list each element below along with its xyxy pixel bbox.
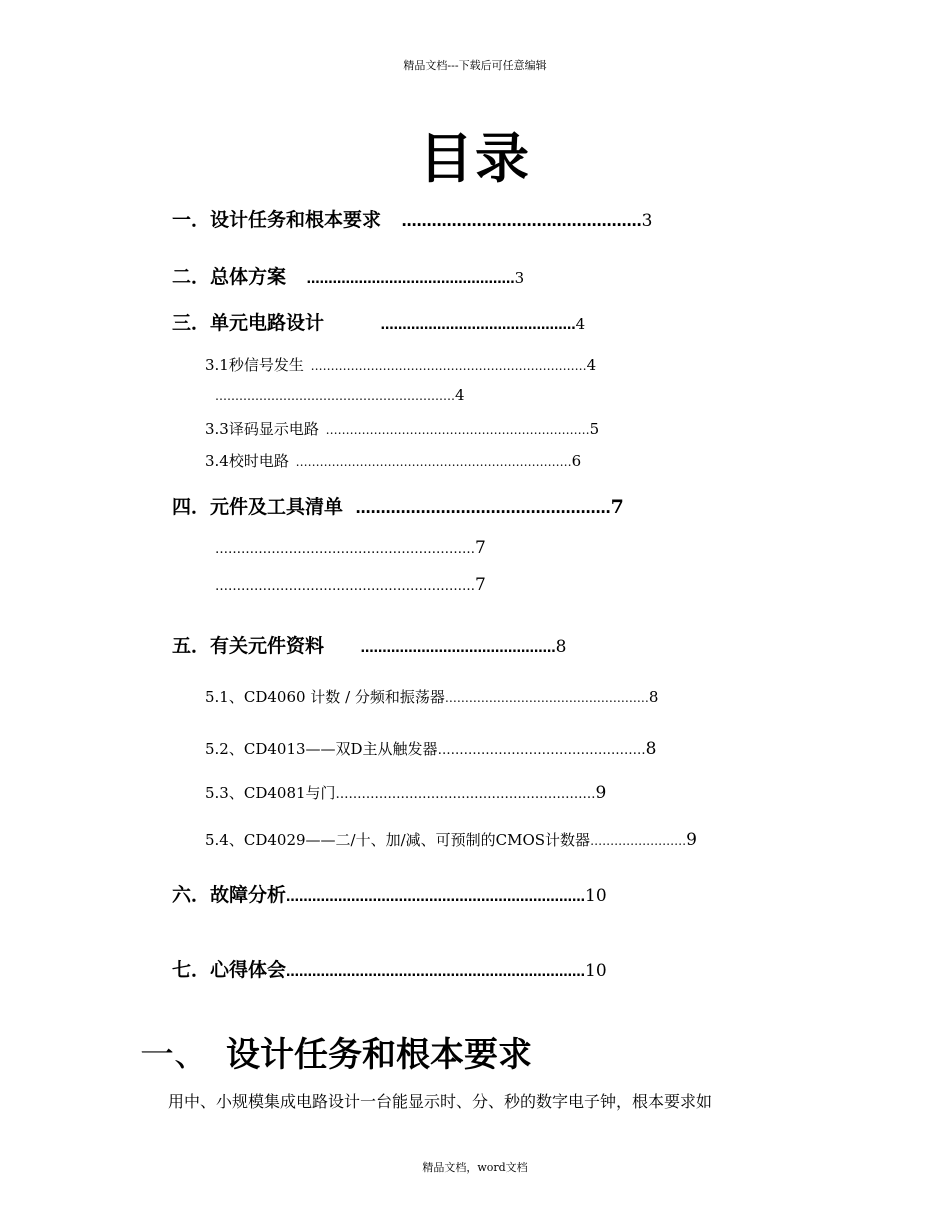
toc-page-number: 8 [648, 688, 659, 706]
section-title: 设计任务和根本要求 [226, 1035, 532, 1075]
toc-page-number: 4 [455, 386, 465, 404]
toc-leader: …………………………………………… [444, 691, 649, 705]
toc-entry-6[interactable] [172, 880, 607, 907]
toc-leader: …………………… [590, 834, 687, 848]
toc-title: 目录 [419, 127, 531, 190]
toc-page-number: 10 [585, 886, 607, 906]
toc-entry-label: 五．有关元件资料 [172, 635, 325, 657]
section-body-text: 用中、小规模集成电路设计一台能显示时、分、秒的数字电子钟，根本要求如 [168, 1092, 713, 1111]
toc-page-number: 9 [595, 783, 607, 803]
toc-leader: …………………………………………………… [215, 579, 475, 594]
toc-entry-5-4[interactable] [205, 829, 697, 850]
toc-entry-5-2[interactable] [205, 738, 656, 759]
toc-leader: ………………………………………… [437, 743, 646, 758]
toc-entry-label: 5.4、CD4029——二/十、加/减、可预制的CMOS计数器 [205, 831, 591, 849]
toc-page-number: 4 [586, 356, 597, 374]
toc-page-number: 6 [571, 452, 582, 470]
toc-entry-label: 二．总体方案 [172, 266, 287, 288]
toc-page-number: 3 [514, 269, 525, 287]
toc-leader: ………………………………………… [306, 272, 515, 287]
toc-entry-2[interactable] [172, 262, 524, 289]
toc-leader: ……………………………………… [360, 641, 556, 656]
toc-entry-label: 5.3、CD4081与门 [205, 784, 336, 802]
toc-leader: …………………………………………………… [335, 787, 596, 802]
toc-entry-label: 一．设计任务和根本要求 [172, 209, 382, 231]
toc-page-number: 4 [575, 315, 586, 333]
toc-page-number: 7 [610, 496, 624, 518]
toc-entry-label: 3.1秒信号发生 [205, 356, 304, 374]
toc-entry-1[interactable] [172, 205, 652, 232]
section-number: 一、 [140, 1035, 208, 1075]
toc-page-number: 3 [641, 211, 653, 231]
toc-leader: ………………………………………… [401, 212, 642, 230]
toc-entry-3-1[interactable] [205, 354, 596, 375]
toc-page-number: 5 [589, 420, 600, 438]
toc-leader: …………………………………………… [355, 499, 611, 517]
toc-leader: …………………………………………………………… [310, 359, 587, 373]
toc-entry-3-4[interactable] [205, 450, 581, 471]
toc-leader: …………………………………………………………… [286, 965, 586, 980]
toc-page-number: 10 [585, 961, 607, 981]
toc-entry-3-3[interactable] [205, 418, 599, 439]
toc-page-number: 8 [645, 739, 657, 759]
toc-entry-3-2[interactable] [215, 386, 465, 404]
toc-entry-3[interactable] [172, 308, 585, 335]
toc-page-number: 9 [686, 830, 697, 850]
toc-entry-label: 七．心得体会 [172, 959, 287, 981]
toc-entry-label: 六．故障分析 [172, 884, 287, 906]
toc-entry-label: 3.3译码显示电路 [205, 420, 319, 438]
toc-entry-label: 三．单元电路设计 [172, 312, 325, 334]
toc-entry-label: 四．元件及工具清单 [172, 496, 344, 518]
toc-entry-label: 5.1、CD4060 计数 / 分频和振荡器 [205, 688, 445, 706]
toc-entry-7[interactable] [172, 955, 607, 982]
page-header: 精品文档---下载后可任意编辑 [403, 59, 547, 72]
toc-page-number: 7 [475, 538, 486, 558]
page-footer: 精品文档，word文档 [422, 1161, 528, 1174]
toc-entry-5[interactable] [172, 631, 566, 658]
toc-leader: …………………………………………………………… [286, 890, 586, 905]
toc-entry-label: 3.4校时电路 [205, 452, 289, 470]
toc-page-number: 7 [475, 575, 486, 595]
toc-leader: ………………………………………………………… [325, 423, 590, 437]
toc-leader: ……………………………………… [380, 318, 576, 333]
toc-entry-4[interactable] [172, 492, 624, 519]
toc-leader: …………………………………………………………… [295, 455, 572, 469]
toc-entry-4-1[interactable] [215, 538, 486, 558]
toc-entry-5-3[interactable] [205, 782, 606, 803]
toc-leader: …………………………………………………… [215, 389, 455, 403]
toc-entry-label: 5.2、CD4013——双D主从触发器 [205, 740, 438, 758]
section-heading [140, 1027, 532, 1076]
toc-page-number: 8 [555, 637, 567, 657]
toc-leader: …………………………………………………… [215, 542, 475, 557]
toc-entry-4-2[interactable] [215, 575, 486, 595]
toc-entry-5-1[interactable] [205, 686, 658, 707]
